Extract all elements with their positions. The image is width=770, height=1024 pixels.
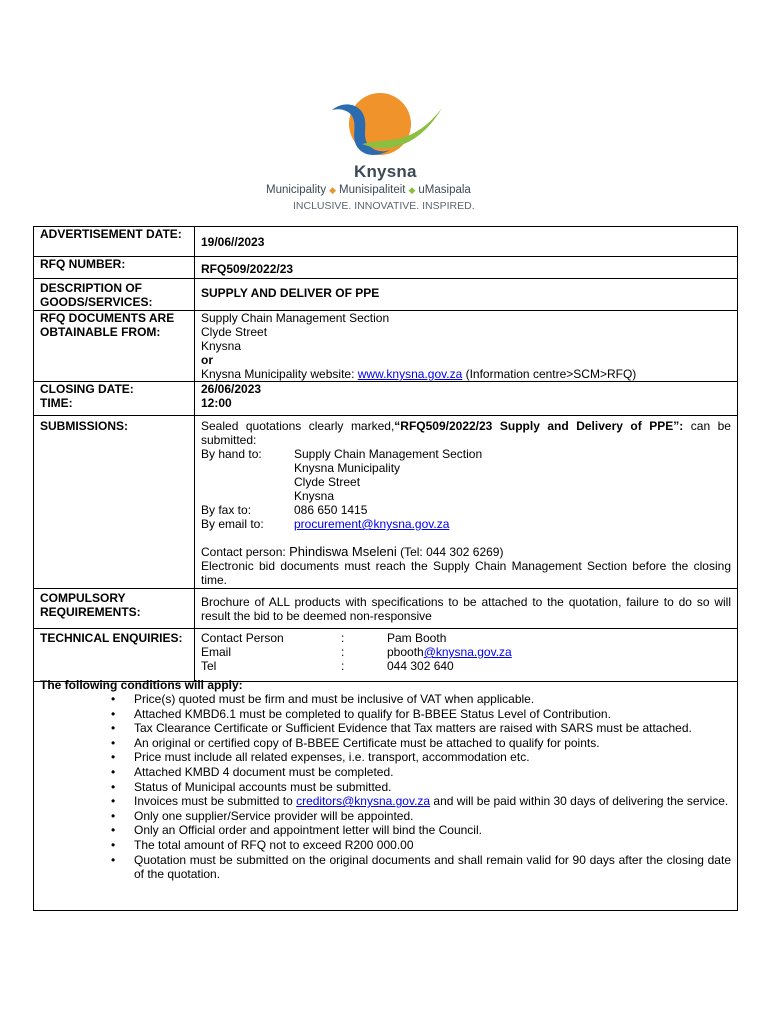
technical-email-row (201, 645, 731, 659)
condition-text: Tax Clearance Certificate or Sufficient Evidence that Tax matters are raised with SARS must be attached. (134, 721, 692, 736)
contact-prefix: Contact person: (201, 545, 290, 559)
submissions-intro (201, 419, 731, 447)
documents-line: Supply Chain Management Section (201, 311, 390, 325)
tagline-dot-icon: ◆ (408, 185, 416, 195)
closing-time-value: 12:00 (201, 396, 232, 410)
contact-person (201, 545, 731, 559)
logo-tagline (266, 184, 511, 196)
by-fax-label: By fax to: (201, 503, 252, 517)
documents-value (195, 311, 738, 382)
condition-text: Only an Official order and appointment letter will bind the Council. (134, 823, 482, 838)
technical-contact-row (201, 631, 731, 645)
tagline-umasipala: uMasipala (418, 184, 471, 196)
email-prefix: pbooth (387, 645, 424, 659)
rfq-number-value: RFQ509/2022/23 (195, 257, 738, 279)
procurement-email-link[interactable]: procurement@knysna.gov.za (294, 517, 450, 531)
by-hand-label: By hand to: (201, 447, 262, 461)
tagline-dot-icon: ◆ (329, 185, 336, 195)
technical-key: Email (201, 645, 232, 659)
description-label: DESCRIPTION OF GOODS/SERVICES: (34, 279, 195, 311)
condition-item (34, 765, 731, 780)
advertisement-date-value: 19/06//2023 (195, 227, 738, 257)
condition-item (34, 823, 731, 838)
closing-label (34, 382, 195, 416)
technical-tel-row (201, 659, 731, 673)
tagline-munisipaliteit: Munisipaliteit (339, 184, 406, 196)
condition-item (34, 707, 731, 722)
documents-line: Knysna (201, 339, 242, 353)
bullet-icon: • (111, 808, 116, 823)
condition-text: Attached KMBD6.1 must be completed to qualify for B-BBEE Status Level of Contribution. (134, 706, 611, 721)
website-link[interactable]: www.knysna.gov.za (357, 367, 463, 381)
condition-item-invoices (34, 794, 731, 809)
row-advertisement-date (34, 227, 738, 257)
compulsory-label: COMPULSORY REQUIREMENTS: (34, 589, 195, 629)
technical-contact-name: Pam Booth (387, 631, 447, 645)
condition-item (34, 721, 731, 736)
bullet-icon: • (111, 692, 116, 706)
intro-suffix: can be submitted: (201, 419, 731, 447)
row-compulsory (34, 589, 738, 629)
website-prefix: Knysna Municipality website: (201, 367, 358, 381)
bullet-icon: • (111, 823, 116, 838)
bullet-icon: • (111, 721, 116, 736)
row-closing (34, 382, 738, 416)
contact-tel: (Tel: 044 302 6269) (396, 545, 504, 559)
technical-label: TECHNICAL ENQUIRIES: (34, 629, 195, 682)
condition-text: Price(s) quoted must be firm and must be inclusive of VAT when applicable. (134, 692, 535, 706)
row-description (34, 279, 738, 311)
documents-line: Clyde Street (201, 325, 268, 339)
invoice-suffix: and will be paid within 30 days of delivering the service. (430, 794, 729, 809)
conditions-box (33, 676, 738, 911)
closing-date-label: CLOSING DATE: (40, 382, 134, 396)
condition-item (34, 736, 731, 751)
technical-colon: : (341, 631, 345, 645)
bullet-icon: • (111, 764, 116, 779)
technical-tel: 044 302 640 (387, 659, 454, 673)
condition-item (34, 809, 731, 824)
bullet-icon: • (111, 706, 116, 721)
fax-number: 086 650 1415 (294, 503, 368, 517)
hand-line: Knysna (294, 489, 335, 503)
row-documents (34, 311, 738, 382)
row-rfq-number (34, 257, 738, 279)
bullet-icon: • (111, 779, 116, 794)
condition-item (34, 692, 731, 707)
electronic-note: Electronic bid documents must reach the Supply Chain Management Section before the closing time. (201, 559, 731, 587)
knysna-logo (262, 86, 512, 216)
intro-prefix: Sealed quotations clearly marked, (201, 419, 395, 433)
logo-slogan: INCLUSIVE. INNOVATIVE. INSPIRED. (293, 200, 475, 212)
by-hand (201, 447, 731, 503)
condition-item (34, 838, 731, 853)
closing-date-value: 26/06/2023 (201, 382, 262, 396)
technical-email-link[interactable]: @knysna.gov.za (423, 645, 512, 659)
row-technical (34, 629, 738, 682)
row-submissions (34, 416, 738, 589)
conditions-list (34, 692, 731, 882)
technical-value (195, 629, 738, 682)
advertisement-table (33, 226, 738, 682)
technical-colon: : (341, 659, 345, 673)
condition-text: An original or certified copy of B-BBEE Certificate must be attached to qualify for points. (134, 735, 600, 750)
bullet-icon: • (111, 852, 116, 867)
tagline-municipality: Municipality (266, 184, 327, 196)
condition-text: Status of Municipal accounts must be submitted. (134, 779, 392, 794)
compulsory-value: Brochure of ALL products with specifications to be attached to the quotation, failure to do so will result the bid to be deemed non-responsive (195, 589, 738, 629)
by-email-label: By email to: (201, 517, 264, 531)
submissions-value (195, 416, 738, 589)
bullet-icon: • (111, 750, 116, 765)
condition-text: Attached KMBD 4 document must be completed. (134, 764, 394, 779)
documents-or: or (201, 353, 213, 367)
condition-text: The total amount of RFQ not to exceed R200 000.00 (134, 837, 414, 852)
technical-key: Contact Person (201, 631, 284, 645)
description-value: SUPPLY AND DELIVER OF PPE (195, 279, 738, 311)
technical-email (387, 645, 512, 659)
condition-item (34, 750, 731, 765)
hand-line: Knysna Municipality (294, 461, 401, 475)
logo-emblem-icon (262, 86, 512, 162)
technical-colon: : (341, 645, 345, 659)
documents-label: RFQ DOCUMENTS ARE OBTAINABLE FROM: (34, 311, 195, 382)
submissions-label: SUBMISSIONS: (34, 416, 195, 589)
hand-line: Supply Chain Management Section (294, 447, 483, 461)
condition-text: Only one supplier/Service provider will be appointed. (134, 808, 414, 823)
invoice-prefix: Invoices must be submitted to (134, 794, 297, 809)
closing-time-label: TIME: (40, 396, 73, 410)
documents-website (201, 367, 731, 381)
bullet-icon: • (111, 837, 116, 852)
condition-text: Quotation must be submitted on the original documents and shall remain valid for 90 days after the closing date of the quotation. (134, 852, 731, 882)
condition-item (34, 780, 731, 795)
rfq-number-label: RFQ NUMBER: (34, 257, 195, 279)
closing-value (195, 382, 738, 416)
technical-key: Tel (201, 659, 217, 673)
advertisement-date-label: ADVERTISEMENT DATE: (34, 227, 195, 257)
by-hand-address (294, 447, 482, 503)
intro-bold: “RFQ509/2022/23 Supply and Delivery of PPE”: (394, 419, 684, 433)
bullet-icon: • (111, 794, 116, 809)
bullet-icon: • (111, 735, 116, 750)
by-fax (201, 503, 731, 517)
creditors-email-link[interactable]: creditors@knysna.gov.za (296, 794, 431, 809)
hand-line: Clyde Street (294, 475, 361, 489)
logo-name: Knysna (354, 162, 417, 181)
condition-item (34, 853, 731, 882)
conditions-heading: The following conditions will apply: (40, 678, 243, 692)
by-email (201, 517, 731, 531)
website-suffix: (Information centre>SCM>RFQ) (462, 367, 637, 381)
contact-name: Phindiswa Mseleni (289, 544, 397, 559)
condition-text: Price must include all related expenses, i.e. transport, accommodation etc. (134, 750, 530, 765)
